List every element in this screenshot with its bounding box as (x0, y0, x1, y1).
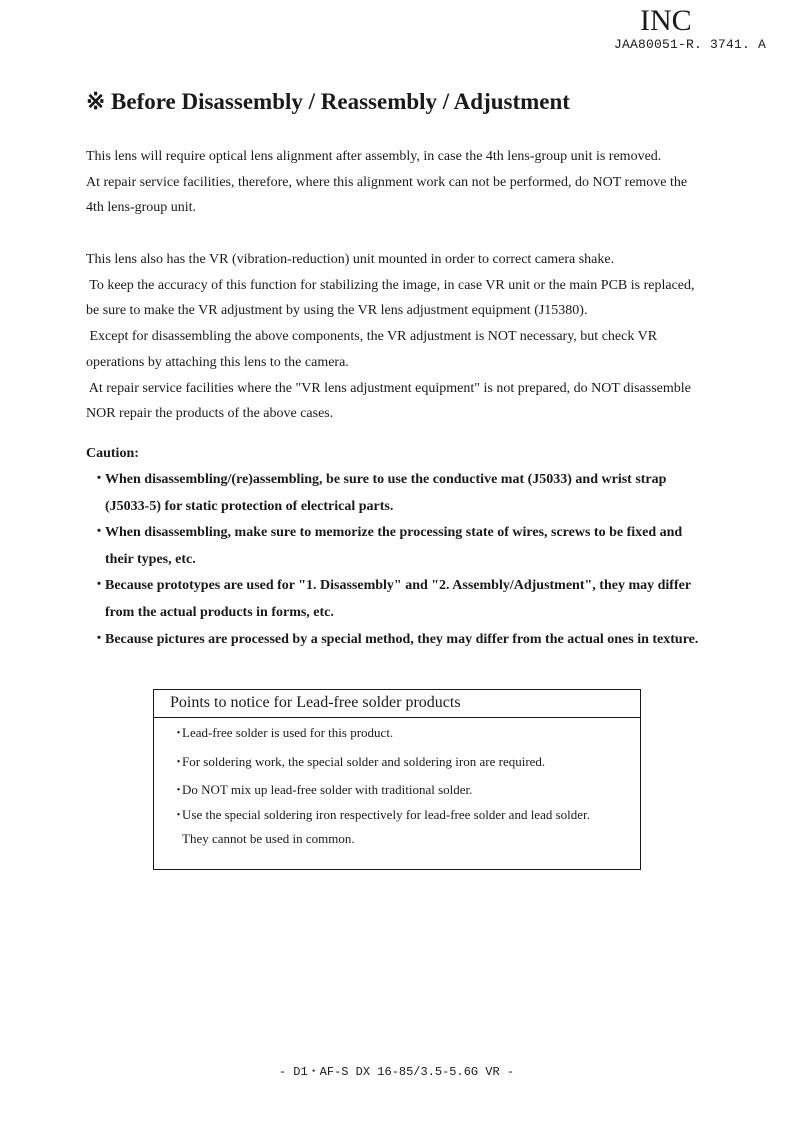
notice-list (172, 721, 590, 852)
intro-line: operations by attaching this lens to the camera. (86, 354, 349, 370)
caution-item (92, 467, 752, 520)
caution-item (92, 520, 752, 573)
bullet-dot: ・ (92, 631, 106, 647)
intro-line: At repair service facilities where the "VR lens adjustment equipment" is not prepared, do NOT disassemble (86, 380, 691, 396)
caution-heading: Caution: (86, 446, 139, 461)
intro-line: To keep the accuracy of this function for stabilizing the image, in case VR unit or the main PCB is replaced, (86, 277, 695, 293)
bullet-dot: ・ (172, 782, 186, 797)
page-footer: - D1・AF-S DX 16-85/3.5-5.6G VR - (278, 1065, 515, 1079)
document-code: JAA80051-R. 3741. A (614, 37, 767, 52)
intro-line: This lens will require optical lens alignment after assembly, in case the 4th lens-group unit is removed. (86, 149, 662, 164)
page-title: ※ Before Disassembly / Reassembly / Adjustment (86, 89, 570, 114)
intro-line: be sure to make the VR adjustment by using the VR lens adjustment equipment (J15380). (86, 303, 588, 319)
bullet-dot: ・ (172, 806, 186, 822)
intro-line: This lens also has the VR (vibration-reduction) unit mounted in order to correct camera shake. (86, 252, 615, 267)
intro-line: At repair service facilities, therefore, where this alignment work can not be performed, do NOT remove the (86, 174, 688, 190)
bullet-dot: ・ (92, 578, 106, 594)
caution-item (92, 573, 752, 626)
intro-line: 4th lens-group unit. (86, 200, 197, 216)
bullet-dot: ・ (92, 472, 106, 487)
caution-item (92, 627, 752, 654)
caution-item-line: Because prototypes are used for "1. Disassembly" and "2. Assembly/Adjustment", they may differ (105, 578, 692, 594)
bullet-dot: ・ (172, 725, 186, 740)
notice-item (172, 750, 590, 775)
intro-line: Except for disassembling the above components, the VR adjustment is NOT necessary, but check VR (86, 329, 658, 345)
caution-item-line: When disassembling/(re)assembling, be sure to use the conductive mat (J5033) and wrist strap (105, 472, 667, 487)
intro-paragraph-vr (86, 247, 736, 427)
bullet-dot: ・ (92, 525, 106, 541)
notice-item (172, 803, 590, 852)
notice-item-line: Lead-free solder is used for this product. (182, 725, 394, 740)
intro-paragraph-alignment (86, 144, 736, 221)
caution-item-line: from the actual products in forms, etc. (105, 604, 334, 620)
caution-list (92, 467, 752, 653)
notice-item-line: They cannot be used in common. (182, 831, 355, 846)
company-name: INC (640, 4, 692, 37)
notice-item (172, 778, 590, 803)
caution-item-line: their types, etc. (105, 551, 196, 567)
lead-free-notice-box (153, 689, 641, 870)
intro-line: NOR repair the products of the above cases. (86, 406, 334, 422)
caution-item-line: When disassembling, make sure to memorize the processing state of wires, screws to be fixed and (105, 525, 683, 541)
caution-item-line: Because pictures are processed by a special method, they may differ from the actual ones in texture. (105, 631, 699, 647)
notice-item (172, 721, 590, 746)
bullet-dot: ・ (172, 753, 186, 769)
notice-box-title: Points to notice for Lead-free solder products (154, 690, 640, 718)
notice-item-line: Do NOT mix up lead-free solder with traditional solder. (182, 782, 473, 797)
notice-item-line: Use the special soldering iron respectively for lead-free solder and lead solder. (182, 806, 590, 822)
notice-item-line: For soldering work, the special solder and soldering iron are required. (182, 753, 546, 769)
caution-item-line: (J5033-5) for static protection of electrical parts. (105, 498, 394, 514)
